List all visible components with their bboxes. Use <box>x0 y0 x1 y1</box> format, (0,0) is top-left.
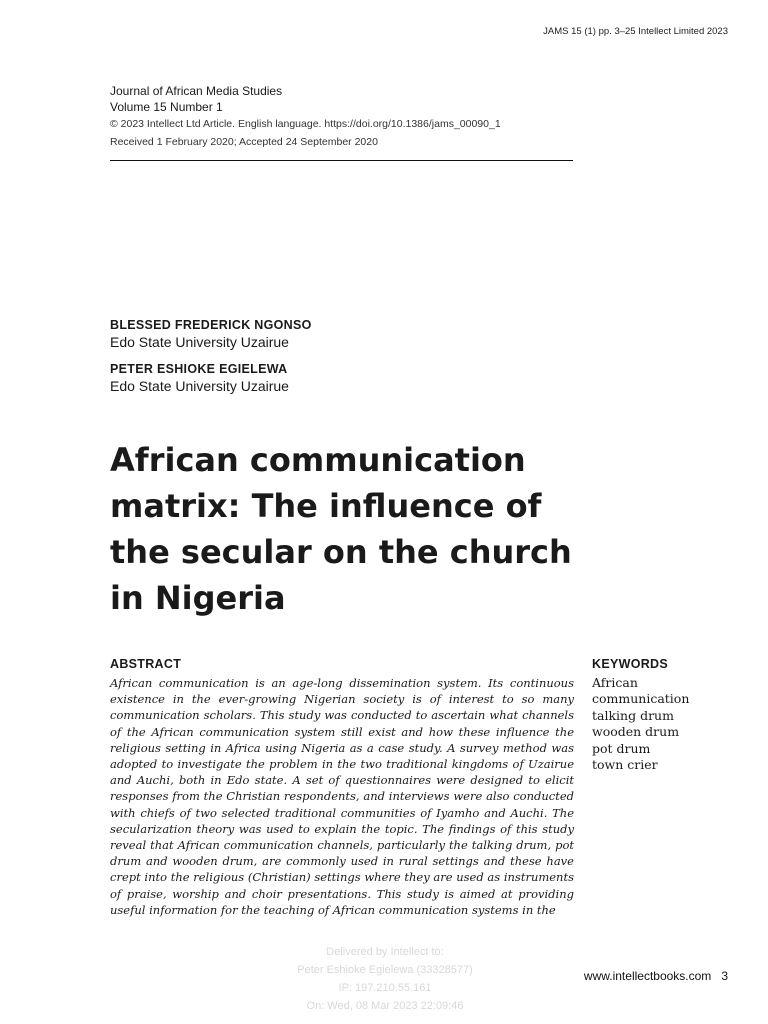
keywords-section <box>592 657 712 773</box>
author-name: PETER ESHIOKE EGIELEWA <box>110 362 288 376</box>
keywords-heading: KEYWORDS <box>592 657 669 671</box>
keyword-item: wooden drum <box>592 724 680 740</box>
abstract-text: African communication is an age-long dissemination system. Its continuous existence in the ever-growing Nigerian society is of interest to so many communication scholars. This study was conducted to ascertain what channels of the African communication system still exist and how these influence the religious setting in Africa using Nigeria as a case study. A survey method was adopted to investigate the problem in the two traditional kingdoms of Uzairue and Auchi, both in Edo state. A set of questionnaires were designed to elicit responses from the Christian respondents, and interviews were also conducted with chiefs of two selected traditional communities of Iyamho and Auchi. The secularization theory was used to explain the topic. The findings of this study reveal that African communication channels, particularly the talking drum, pot drum and wooden drum, are commonly used in rural settings and these have crept into the religious (Christian) settings where they are used as instruments of praise, worship and choir presentations. This study is aimed at providing useful information for the teaching of African communication systems in the <box>110 676 574 917</box>
copyright-doi: © 2023 Intellect Ltd Article. English language. https://doi.org/10.1386/jams_00090_1 <box>110 118 501 130</box>
watermark-line: On: Wed, 08 Mar 2023 22:09:46 <box>306 1000 464 1012</box>
keyword-item: pot drum <box>592 740 651 756</box>
journal-volume: Volume 15 Number 1 <box>110 100 223 114</box>
journal-info <box>110 83 573 151</box>
abstract-heading: ABSTRACT <box>110 657 182 671</box>
header-divider <box>110 160 573 161</box>
watermark-line: Peter Eshioke Egielewa (33328577) <box>297 964 473 976</box>
keyword-list <box>592 675 712 773</box>
watermark-line: Delivered by Intellect to: <box>326 946 444 958</box>
author-1 <box>110 317 312 351</box>
page-footer <box>584 969 728 983</box>
running-head: JAMS 15 (1) pp. 3–25 Intellect Limited 2023 <box>543 26 728 37</box>
article-title: African communication matrix: The influence of the secular on the church in Nigeria <box>110 441 572 617</box>
delivery-watermark <box>250 943 520 1015</box>
publisher-url: www.intellectbooks.com <box>583 969 712 983</box>
author-name: BLESSED FREDERICK NGONSO <box>110 318 312 332</box>
author-list <box>110 317 312 405</box>
author-affiliation: Edo State University Uzairue <box>110 378 289 394</box>
author-2 <box>110 361 312 395</box>
keyword-item: town crier <box>592 757 658 773</box>
keyword-item: African <box>592 675 638 690</box>
abstract-section <box>110 657 574 918</box>
keyword-item: communication <box>592 691 690 707</box>
page-number: 3 <box>721 969 728 983</box>
author-affiliation: Edo State University Uzairue <box>110 334 289 350</box>
watermark-line: IP: 197.210.55.161 <box>338 982 432 994</box>
keyword-item: talking drum <box>592 707 674 723</box>
journal-name: Journal of African Media Studies <box>110 84 283 98</box>
received-accepted-dates: Received 1 February 2020; Accepted 24 September 2020 <box>110 136 378 148</box>
